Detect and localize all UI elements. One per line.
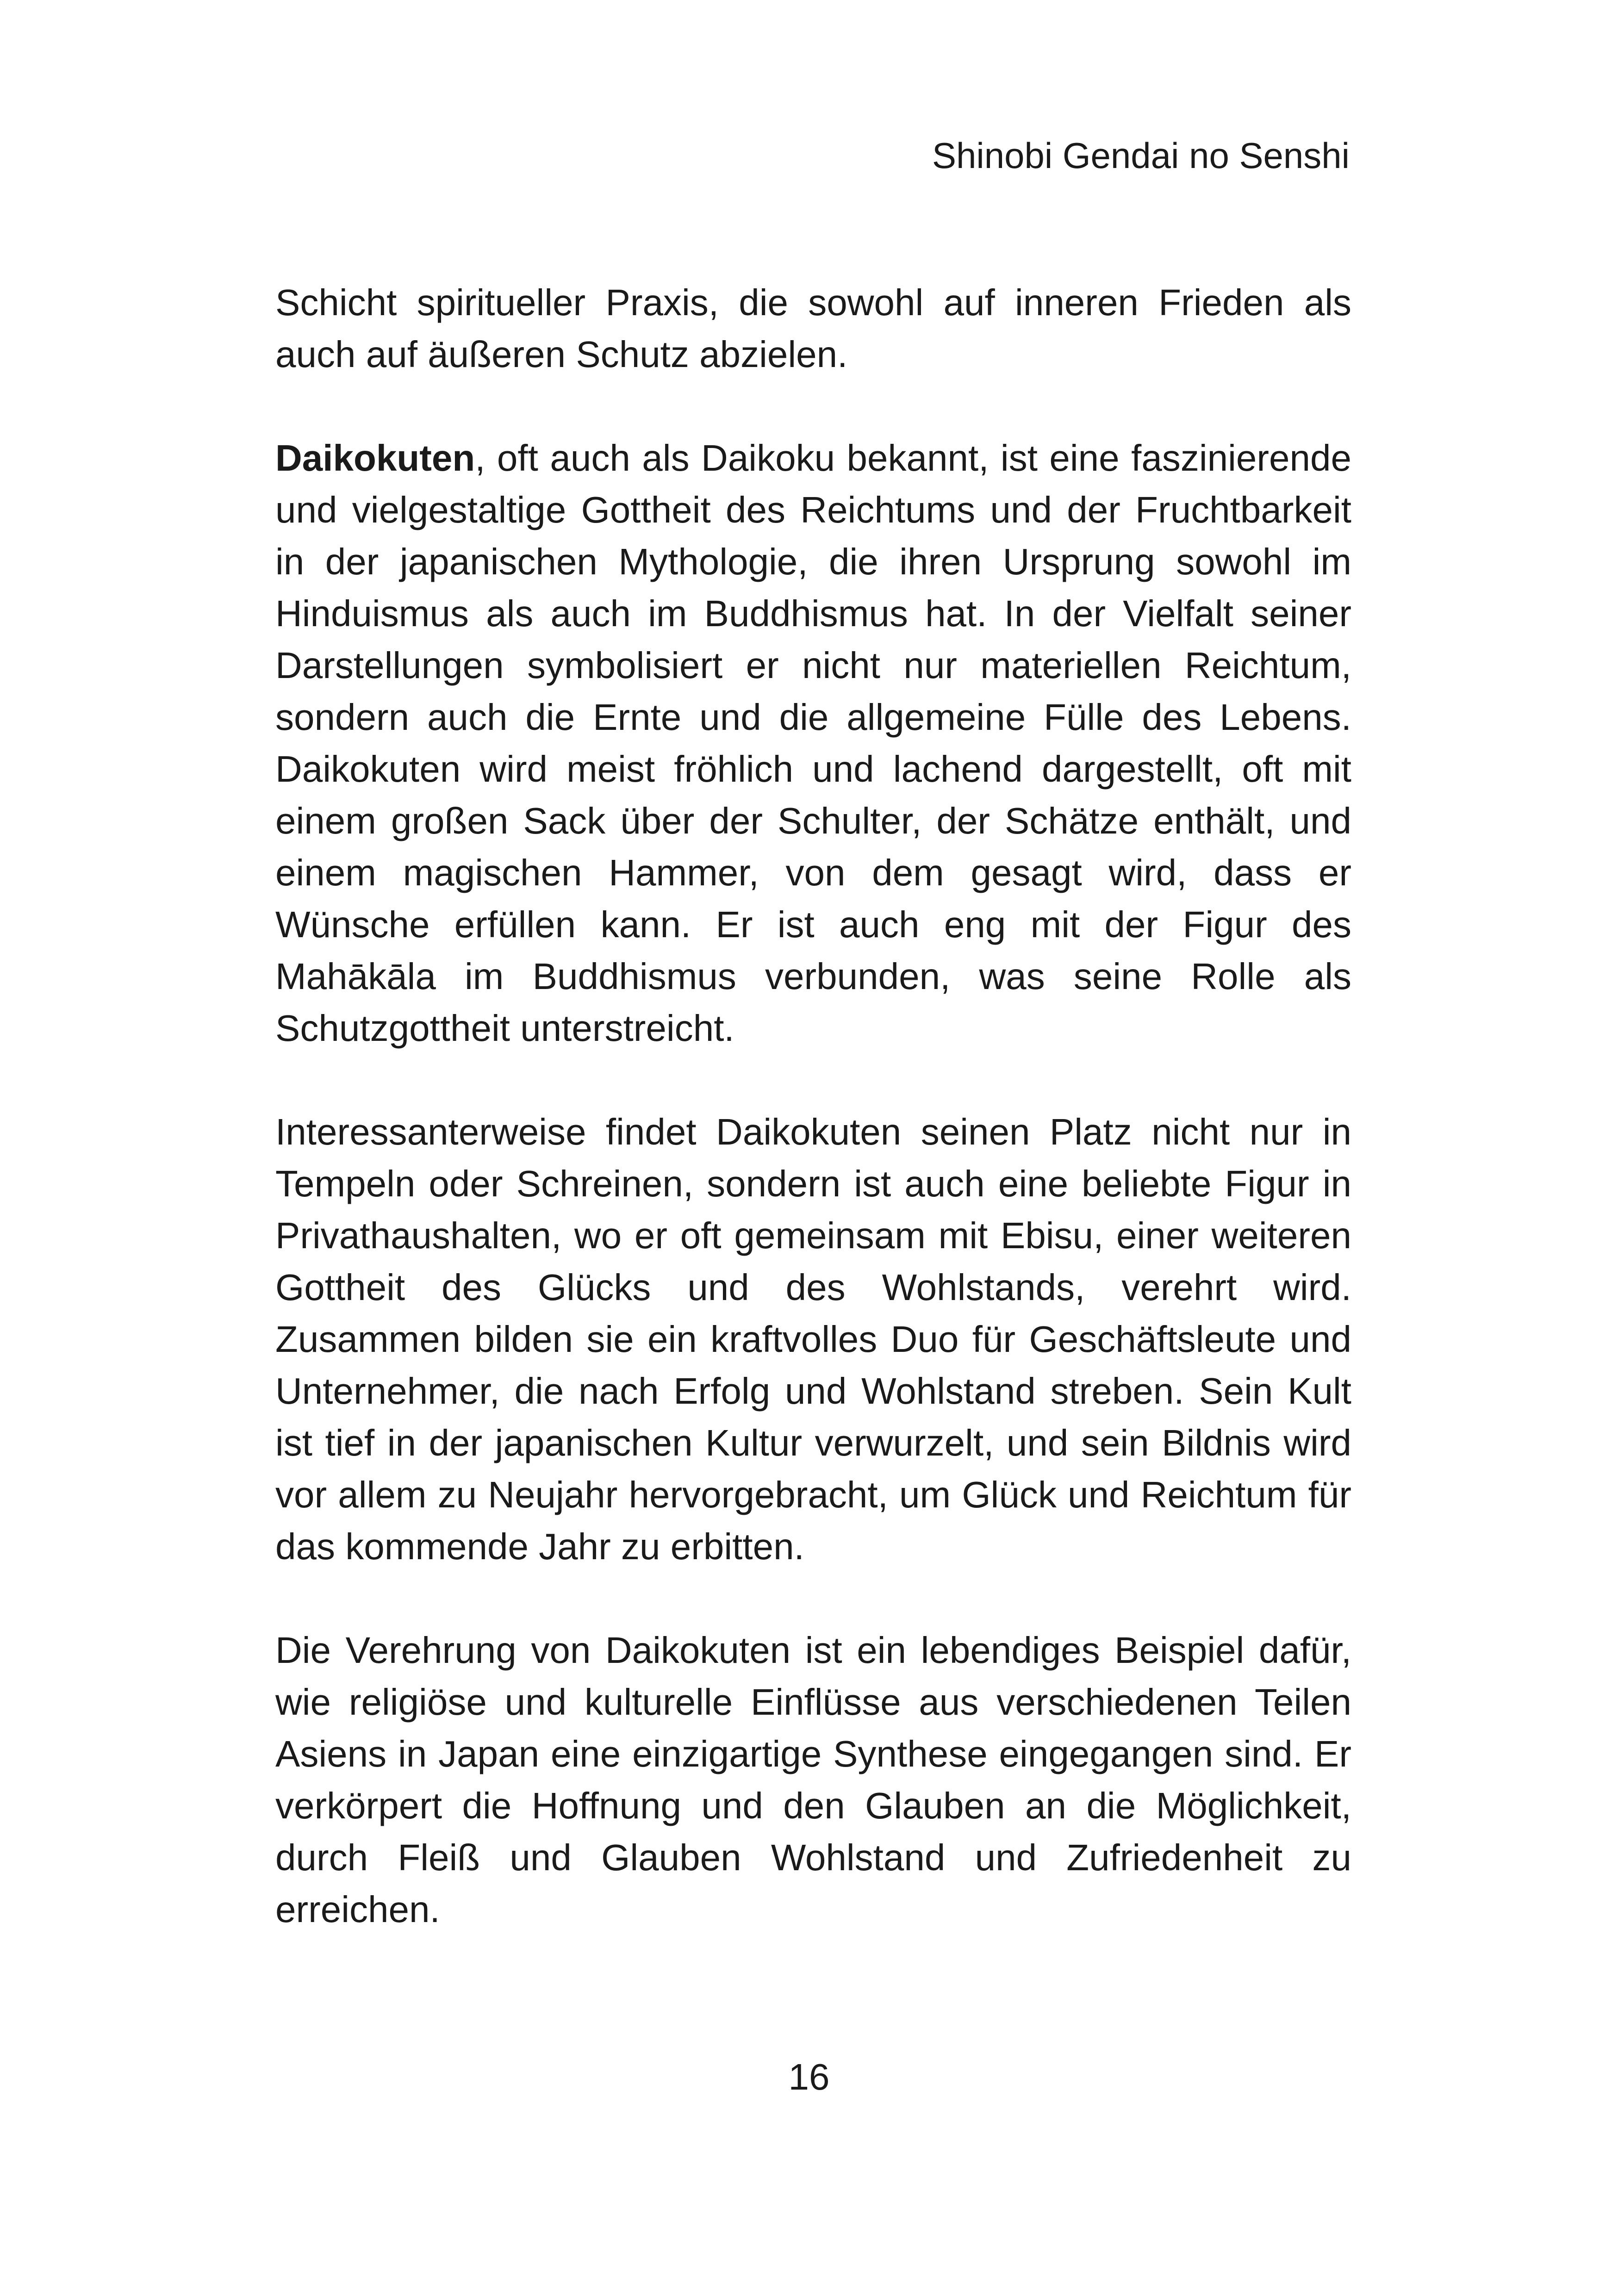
paragraph-2 (275, 432, 1351, 1054)
term-daikokuten: Daikokuten (275, 437, 475, 479)
paragraph-4: Die Verehrung von Daikokuten ist ein lebendiges Beispiel dafür, wie religiöse und kulturelle Einflüsse aus verschiedenen Teilen Asiens in Japan eine einzigartige Synthese eingegangen sind. Er verkörpert die Hoffnung und den Glauben an die Möglichkeit, durch Fleiß und Glauben Wohlstand und Zufriedenheit zu erreichen. (275, 1630, 1351, 1930)
paragraph-3: Interessanterweise findet Daikokuten seinen Platz nicht nur in Tempeln oder Schreinen, sondern ist auch eine beliebte Figur in Privathaushalten, wo er oft gemeinsam mit Ebisu, einer weiteren Gottheit des Glücks und des Wohlstands, verehrt wird. Zusammen bilden sie ein kraftvolles Duo für Geschäftsleute und Unternehmer, die nach Erfolg und Wohlstand streben. Sein Kult ist tief in der japanischen Kultur verwurzelt, und sein Bildnis wird vor allem zu Neujahr hervorgebracht, um Glück und Reichtum für das kommende Jahr zu erbitten. (275, 1111, 1351, 1567)
paragraph-2-text: , oft auch als Daikoku bekannt, ist eine faszinierende und vielgestaltige Gottheit des Reichtums und der Fruchtbarkeit in der japanischen Mythologie, die ihren Ursprung sowohl im Hinduismus als auch im Buddhismus hat. In der Vielfalt seiner Darstellungen symbolisiert er nicht nur materiellen Reichtum, sondern auch die Ernte und die allgemeine Fülle des Lebens. Daikokuten wird meist fröhlich und lachend dargestellt, oft mit einem großen Sack über der Schulter, der Schätze enthält, und einem magischen Hammer, von dem gesagt wird, dass er Wünsche erfüllen kann. Er ist auch eng mit der Figur des Mahākāla im Buddhismus verbunden, was seine Rolle als Schutzgottheit unterstreicht. (275, 437, 1351, 1049)
page-number: 16 (788, 2056, 830, 2097)
body-text (275, 277, 1351, 1935)
running-header: Shinobi Gendai no Senshi (932, 135, 1350, 176)
paragraph-1: Schicht spiritueller Praxis, die sowohl auf inneren Frieden als auch auf äußeren Schutz abzielen. (275, 282, 1351, 375)
